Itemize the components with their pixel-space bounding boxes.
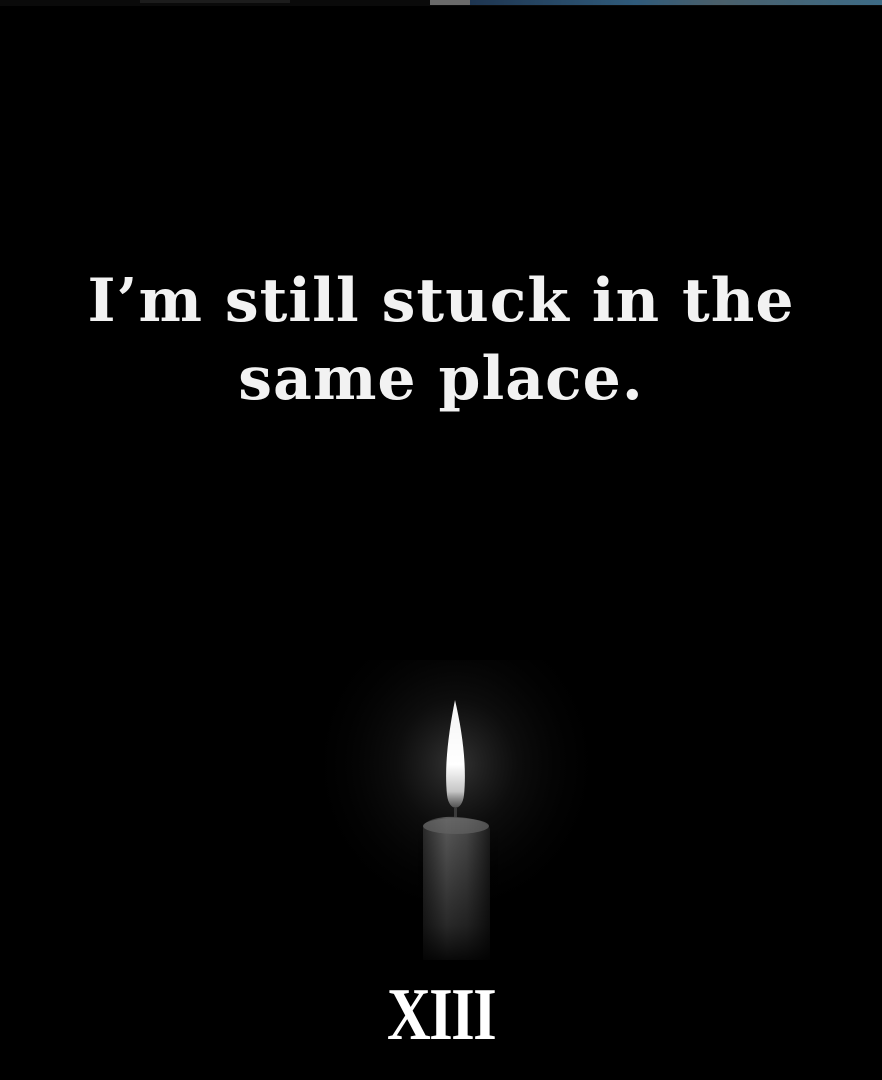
top-strip-segment	[470, 0, 882, 5]
top-edge-strip	[0, 0, 882, 6]
quote-text	[0, 262, 882, 418]
quote-line-2: same place.	[238, 344, 644, 414]
candle-illustration	[0, 660, 882, 980]
top-strip-segment	[140, 0, 290, 3]
candle-shadow	[418, 820, 498, 970]
roman-numeral-mark: XIII	[386, 974, 496, 1056]
top-strip-segment	[430, 0, 470, 5]
quote-line-1: I’m still stuck in the	[87, 266, 795, 336]
candle-icon	[0, 660, 882, 980]
